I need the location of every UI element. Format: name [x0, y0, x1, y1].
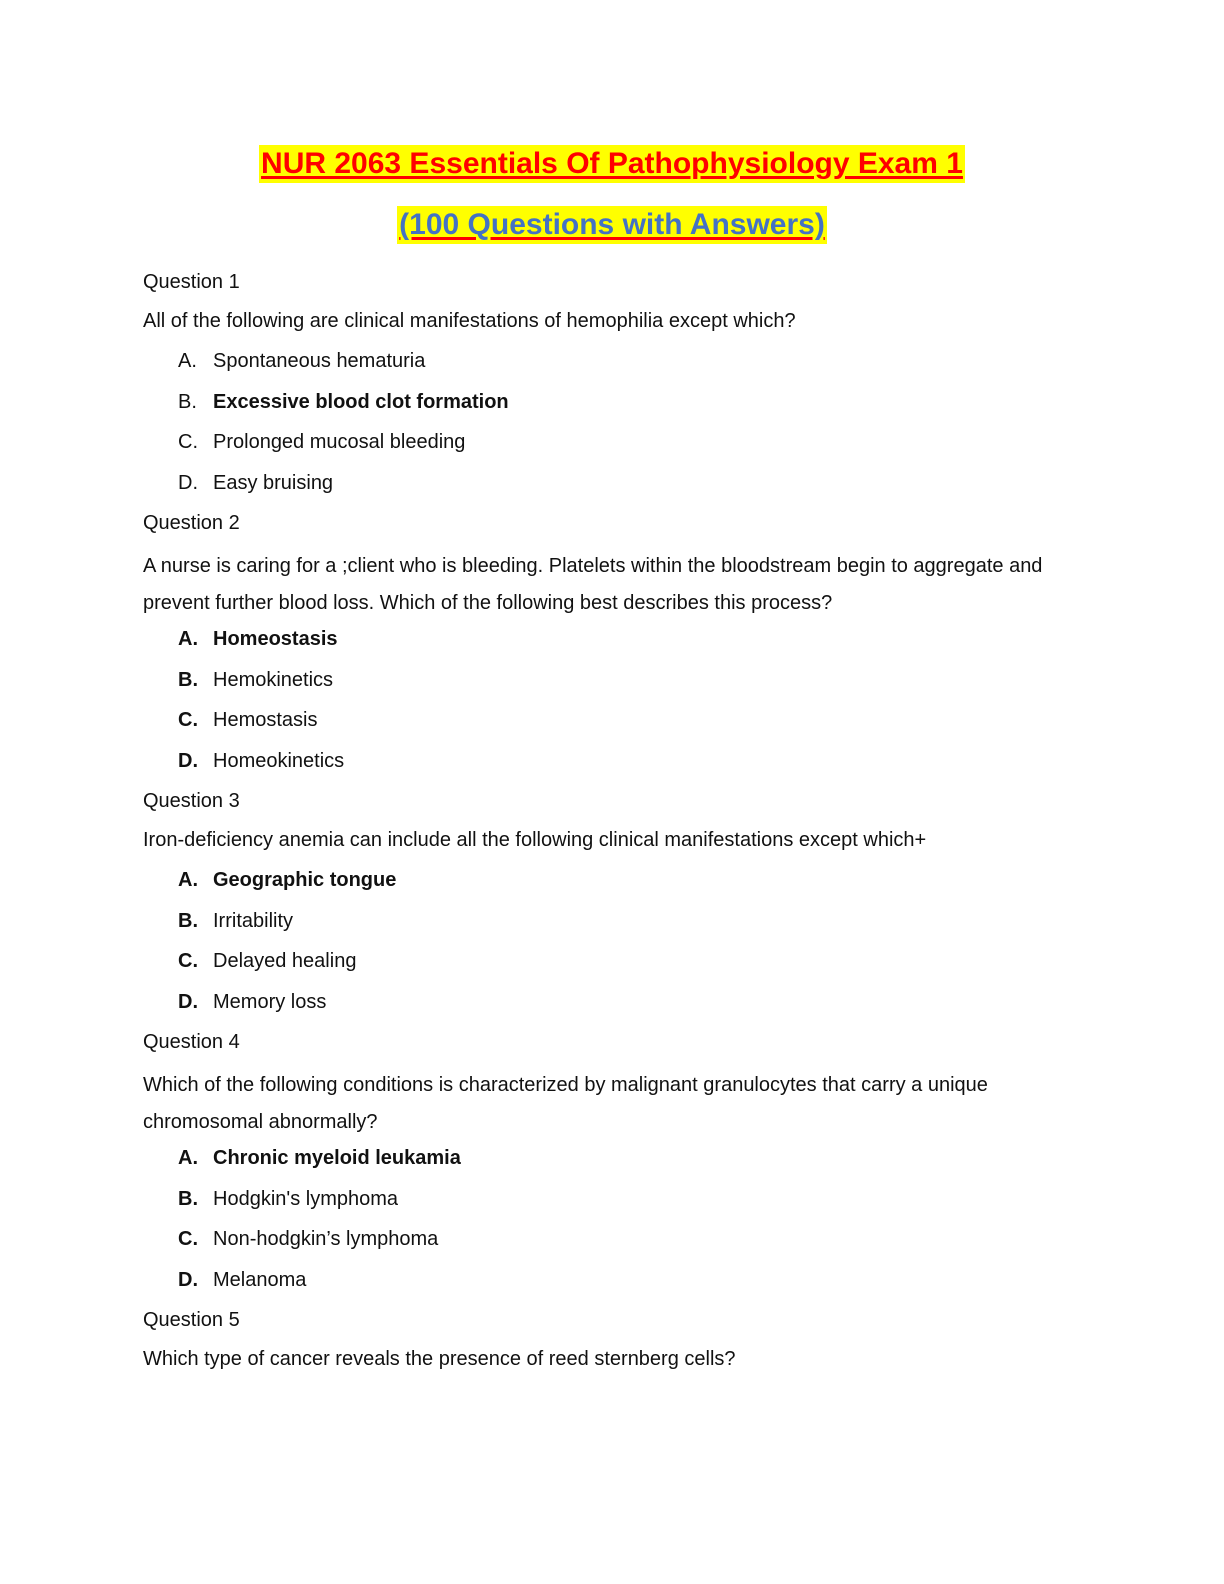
option-text: Excessive blood clot formation [213, 390, 509, 413]
question-text: Which of the following conditions is characterized by malignant granulocytes that carry a unique chromosomal abnormally? [143, 1074, 988, 1133]
option-letter: D. [178, 1268, 198, 1291]
question-block [143, 268, 1083, 497]
question-label: Question 2 [143, 512, 240, 534]
option-letter: A. [178, 628, 198, 650]
option-letter: C. [178, 950, 198, 972]
question-label: Question 4 [143, 1031, 240, 1053]
answer-option [143, 1225, 1083, 1253]
answer-options [143, 866, 1083, 1016]
answer-options [143, 625, 1083, 775]
option-text: Chronic myeloid leukamia [213, 1147, 461, 1169]
option-letter: B. [178, 390, 197, 413]
questions-list [143, 268, 1083, 1385]
option-text: Hemostasis [213, 709, 318, 731]
option-text: Hemokinetics [213, 668, 334, 691]
answer-option [143, 988, 1083, 1016]
answer-option [143, 947, 1083, 975]
option-letter: C. [178, 709, 198, 731]
option-text: Melanoma [213, 1268, 307, 1291]
option-letter: B. [178, 668, 198, 691]
answer-option [143, 1185, 1083, 1213]
answer-option [143, 347, 1083, 375]
document-title: NUR 2063 Essentials Of Pathophysiology Exam 1 [259, 145, 965, 183]
question-block [143, 787, 1083, 1016]
option-text: Irritability [213, 909, 294, 932]
question-block [143, 1306, 1083, 1373]
option-letter: D. [178, 471, 198, 494]
answer-option-correct [143, 1144, 1083, 1172]
answer-option-correct [143, 866, 1083, 894]
option-letter: C. [178, 431, 198, 453]
option-text: Homeostasis [213, 628, 338, 650]
option-text: Non-hodgkin’s lymphoma [213, 1228, 439, 1250]
answer-option [143, 428, 1083, 456]
option-letter: D. [178, 749, 198, 772]
question-block [143, 509, 1083, 775]
answer-options [143, 347, 1083, 497]
answer-option [143, 469, 1083, 497]
answer-options [143, 1144, 1083, 1294]
question-label: Question 1 [143, 271, 240, 293]
option-text: Spontaneous hematuria [213, 350, 426, 372]
option-text: Prolonged mucosal bleeding [213, 431, 466, 453]
answer-option-correct [143, 625, 1083, 653]
question-text: Which type of cancer reveals the presence of reed sternberg cells? [143, 1348, 736, 1370]
title-line-2 [0, 206, 1224, 244]
answer-option [143, 1266, 1083, 1294]
answer-option [143, 747, 1083, 775]
answer-option [143, 706, 1083, 734]
option-letter: A. [178, 1147, 198, 1169]
option-letter: B. [178, 1187, 198, 1210]
option-text: Homeokinetics [213, 749, 345, 772]
answer-option-correct [143, 388, 1083, 416]
option-letter: B. [178, 909, 198, 932]
option-letter: D. [178, 990, 198, 1013]
question-label: Question 3 [143, 790, 240, 812]
question-block [143, 1028, 1083, 1294]
option-text: Memory loss [213, 990, 327, 1013]
question-text: A nurse is caring for a ;client who is bleeding. Platelets within the bloodstream begin to aggregate and prevent further blood loss. Which of the following best describes this process? [143, 555, 1043, 614]
option-letter: A. [178, 350, 197, 372]
question-text: Iron-deficiency anemia can include all the following clinical manifestations except which+ [143, 829, 927, 851]
question-text: All of the following are clinical manifestations of hemophilia except which? [143, 310, 796, 332]
question-label: Question 5 [143, 1309, 240, 1331]
title-line-1 [0, 145, 1224, 183]
option-text: Delayed healing [213, 950, 357, 972]
answer-option [143, 666, 1083, 694]
option-text: Hodgkin's lymphoma [213, 1187, 399, 1210]
option-letter: C. [178, 1228, 198, 1250]
option-text: Easy bruising [213, 471, 334, 494]
option-text: Geographic tongue [213, 869, 397, 891]
document-subtitle: (100 Questions with Answers) [397, 206, 827, 244]
option-letter: A. [178, 869, 198, 891]
answer-option [143, 907, 1083, 935]
